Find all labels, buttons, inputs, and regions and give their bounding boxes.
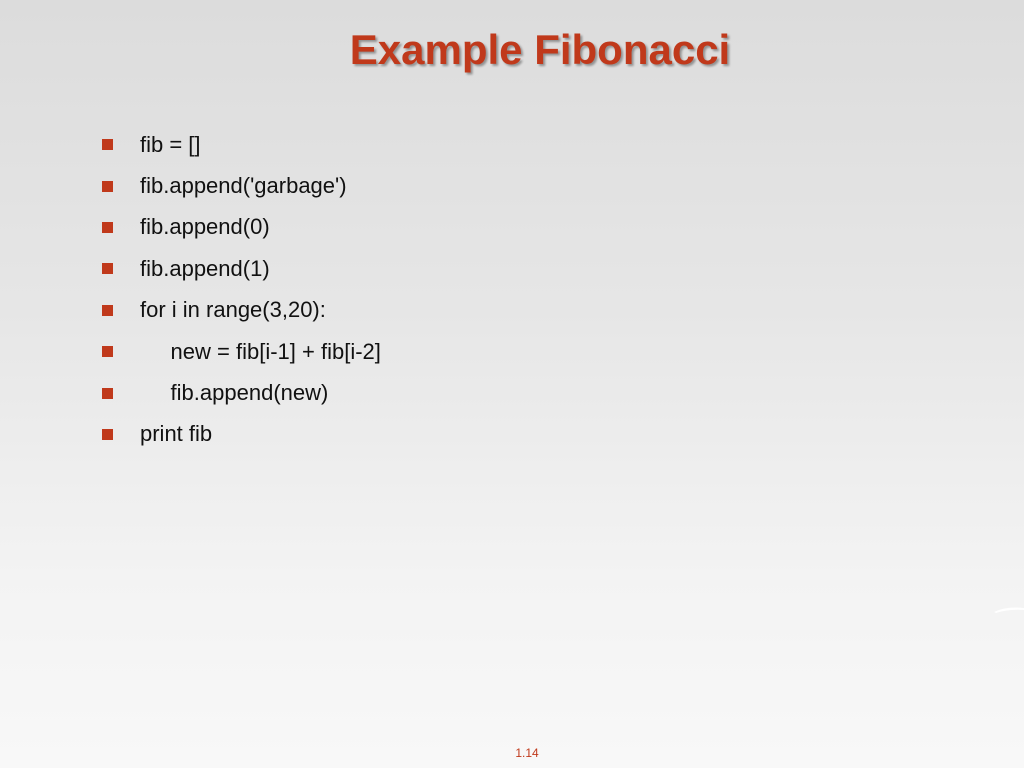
page-number: 1.14 bbox=[515, 746, 539, 760]
square-bullet-icon bbox=[102, 181, 113, 192]
bullet-list bbox=[102, 124, 381, 455]
bullet-text: print fib bbox=[140, 421, 213, 447]
square-bullet-icon bbox=[102, 305, 113, 316]
bullet-text: fib.append(1) bbox=[140, 255, 270, 281]
square-bullet-icon bbox=[102, 222, 113, 233]
list-item bbox=[102, 290, 381, 331]
slide-title: Example Fibonacci bbox=[349, 26, 731, 73]
bullet-text: new = fib[i-1] + fib[i-2] bbox=[140, 338, 381, 364]
list-item bbox=[102, 207, 381, 248]
square-bullet-icon bbox=[102, 263, 113, 274]
square-bullet-icon bbox=[102, 388, 113, 399]
bullet-text: fib = [] bbox=[140, 131, 201, 157]
square-bullet-icon bbox=[102, 346, 113, 357]
decorative-swoosh-icon bbox=[994, 604, 1024, 616]
bullet-text: fib.append(new) bbox=[140, 380, 329, 406]
bullet-text: for i in range(3,20): bbox=[140, 297, 326, 323]
square-bullet-icon bbox=[102, 139, 113, 150]
list-item bbox=[102, 124, 381, 165]
square-bullet-icon bbox=[102, 429, 113, 440]
list-item bbox=[102, 331, 381, 372]
list-item bbox=[102, 165, 381, 206]
list-item bbox=[102, 414, 381, 455]
list-item bbox=[102, 248, 381, 289]
list-item bbox=[102, 372, 381, 413]
bullet-text: fib.append(0) bbox=[140, 214, 270, 240]
bullet-text: fib.append('garbage') bbox=[140, 173, 347, 199]
